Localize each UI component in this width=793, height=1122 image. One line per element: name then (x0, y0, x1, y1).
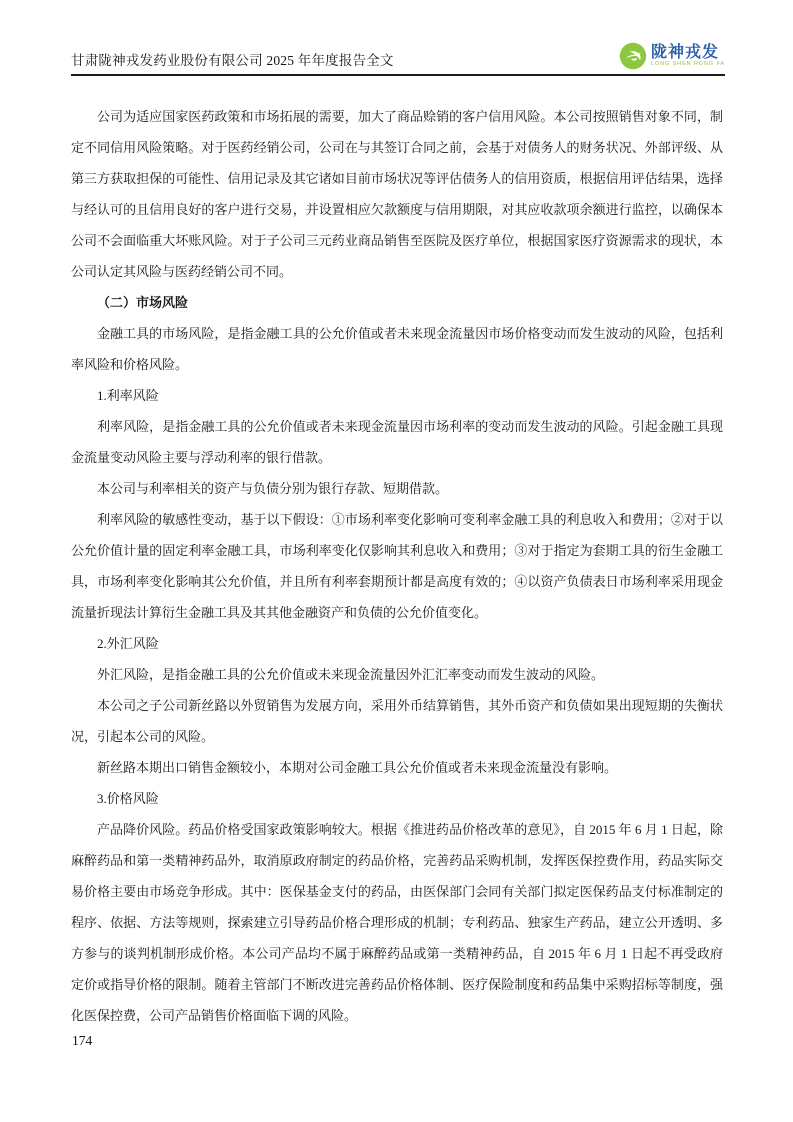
numbered-heading: 2.外汇风险 (97, 636, 159, 651)
bird-in-circle-icon (619, 42, 647, 70)
page-number: 174 (72, 1033, 93, 1048)
paragraph: 新丝路本期出口销售金额较小，本期对公司金融工具公允价值或者未来现金流量没有影响。 (97, 760, 618, 775)
paragraph: 本公司之子公司新丝路以外贸销售为发展方向，采用外币结算销售，其外币资产和负债如果出现短期的失衡状况，引起本公司的风险。 (71, 698, 723, 744)
document-body (71, 101, 723, 1031)
page-header (71, 42, 725, 76)
header-title: 甘肃陇神戎发药业股份有限公司 2025 年年度报告全文 (71, 53, 394, 68)
numbered-heading: 3.价格风险 (97, 791, 159, 806)
logo-en-name: LONG SHEN RONG FA (651, 61, 725, 67)
paragraph: 金融工具的市场风险，是指金融工具的公允价值或者未来现金流量因市场价格变动而发生波动的风险，包括利率风险和价格风险。 (71, 326, 723, 372)
section-heading: （二）市场风险 (97, 295, 189, 310)
paragraph: 利率风险，是指金融工具的公允价值或者未来现金流量因市场利率的变动而发生波动的风险。引起金融工具现金流量变动风险主要与浮动利率的银行借款。 (71, 419, 723, 465)
paragraph: 公司为适应国家医药政策和市场拓展的需要，加大了商品赊销的客户信用风险。本公司按照销售对象不同，制定不同信用风险策略。对于医药经销公司，公司在与其签订合同之前，会基于对债务人的财务状况、外部评级、从第三方获取担保的可能性、信用记录及其它诸如目前市场状况等评估债务人的信用资质，根据信用评估结果，选择与经认可的且信用良好的客户进行交易，并设置相应欠款额度与信用期限，对其应收款项余额进行监控，以确保本公司不会面临重大坏账风险。对于子公司三元药业商品销售至医院及医疗单位，根据国家医疗资源需求的现状，本公司认定其风险与医药经销公司不同。 (71, 109, 723, 279)
paragraph: 产品降价风险。药品价格受国家政策影响较大。根据《推进药品价格改革的意见》，自 2015 年 6 月 1 日起，除麻醉药品和第一类精神药品外，取消原政府制定的药品价格，完善药品采购机制，发挥医保控费作用，药品实际交易价格主要由市场竞争形成。其中：医保基金支付的药品，由医保部门会同有关部门拟定医保药品支付标准制定的程序、依据、方法等规则，探索建立引导药品价格合理形成的机制；专利药品、独家生产药品，建立公开透明、多方参与的谈判机制形成价格。本公司产品均不属于麻醉药品或第一类精神药品，自 2015 年 6 月 1 日起不再受政府定价或指导价格的限制。随着主管部门不断改进完善药品价格体制、医疗保险制度和药品集中采购招标等制度，强化医保控费，公司产品销售价格面临下调的风险。 (71, 822, 723, 1023)
logo-cn-name: 陇神戎发 (651, 44, 720, 61)
logo-text-column (651, 44, 725, 68)
numbered-heading: 1.利率风险 (97, 388, 159, 403)
paragraph: 利率风险的敏感性变动，基于以下假设：①市场利率变化影响可变利率金融工具的利息收入和费用；②对于以公允价值计量的固定利率金融工具，市场利率变化仅影响其利息收入和费用；③对于指定为套期工具的衍生金融工具，市场利率变化影响其公允价值，并且所有利率套期预计都是高度有效的；④以资产负债表日市场利率采用现金流量折现法计算衍生金融工具及其其他金融资产和负债的公允价值变化。 (71, 512, 723, 620)
paragraph: 外汇风险，是指金融工具的公允价值或未来现金流量因外汇汇率变动而发生波动的风险。 (97, 667, 605, 682)
company-logo (619, 42, 725, 71)
paragraph: 本公司与利率相关的资产与负债分别为银行存款、短期借款。 (97, 481, 449, 496)
